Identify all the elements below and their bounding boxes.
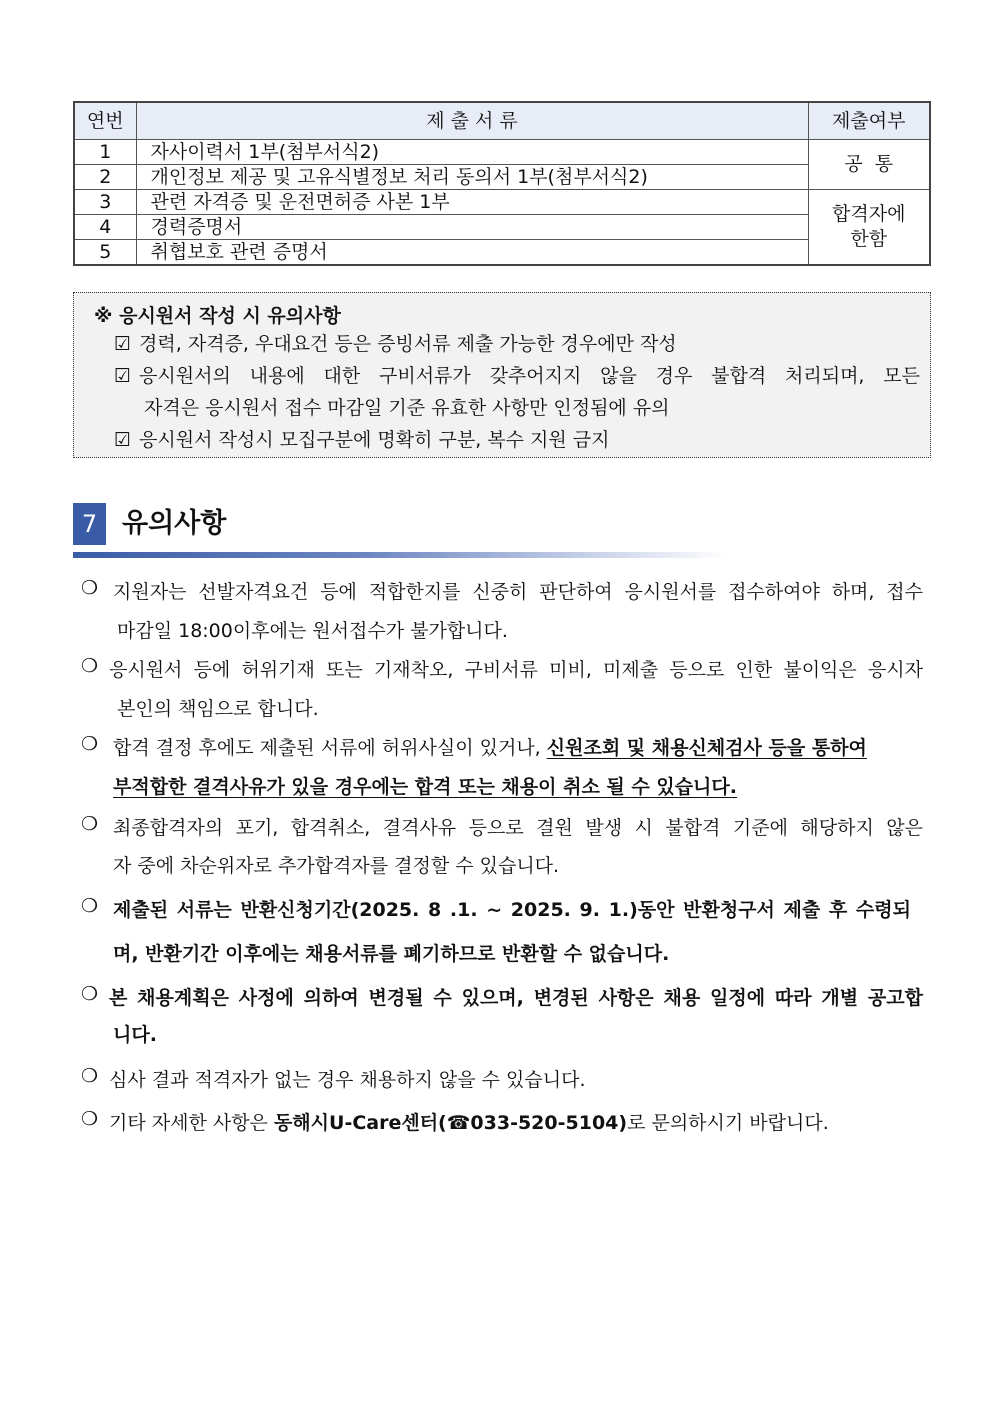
notice-item-text: 응시원서의 내용에 대한 구비서류가 갖추어지지 않을 경우 불합격 처리되며, 모든 <box>139 365 920 387</box>
note-item <box>81 1065 923 1095</box>
passers-only-cell <box>808 190 930 266</box>
documents-table <box>73 101 931 266</box>
table-row <box>74 190 930 215</box>
circle-bullet-icon: ❍ <box>81 813 99 835</box>
note-text-part: 기타 자세한 사항은 <box>109 1112 274 1134</box>
contact-info: 동해시U-Care센터(☎033-520-5104) <box>273 1112 628 1134</box>
header-no: 연번 <box>74 102 136 140</box>
notice-item-text: 경력, 자격증, 우대요건 등은 증빙서류 제출 가능한 경우에만 작성 <box>139 333 677 355</box>
common-cell: 공 통 <box>808 140 930 190</box>
note-item <box>81 655 923 725</box>
circle-bullet-icon: ❍ <box>81 1065 99 1087</box>
note-text: 제출된 서류는 반환신청기간(2025. 8 .1. ~ 2025. 9. 1.)동안 반환청구서 제출 후 수령되 <box>113 899 911 921</box>
notice-title: ※ 응시원서 작성 시 유의사항 <box>94 305 341 327</box>
note-text: 며, 반환기간 이후에는 채용서류를 폐기하므로 반환할 수 없습니다. <box>113 943 670 965</box>
note-item <box>81 983 923 1053</box>
row-document: 자사이력서 1부(첨부서식2) <box>136 140 808 165</box>
note-text: 자 중에 차순위자로 추가합격자를 결정할 수 있습니다. <box>113 855 560 877</box>
passers-line1: 합격자에 <box>832 203 906 225</box>
row-no: 4 <box>74 215 136 240</box>
note-item <box>81 577 923 647</box>
note-text: 본인의 책임으로 합니다. <box>117 698 319 720</box>
section-divider <box>73 552 728 558</box>
note-text: 본 채용계획은 사정에 의하여 변경될 수 있으며, 변경된 사항은 채용 일정에 따라 개별 공고합 <box>109 987 923 1009</box>
table-row <box>74 165 930 190</box>
notice-item <box>114 328 920 360</box>
note-item <box>81 895 911 975</box>
circle-bullet-icon: ❍ <box>81 577 99 599</box>
row-document: 취협보호 관련 증명서 <box>136 240 808 266</box>
header-submission: 제출여부 <box>808 102 930 140</box>
table-header-row <box>74 102 930 140</box>
note-text: 심사 결과 적격자가 없는 경우 채용하지 않을 수 있습니다. <box>109 1069 586 1091</box>
notice-item-text: 응시원서 작성시 모집구분에 명확히 구분, 복수 지원 금지 <box>139 429 610 451</box>
checkbox-icon: ☑ <box>114 429 132 451</box>
row-no: 1 <box>74 140 136 165</box>
row-no: 5 <box>74 240 136 266</box>
notice-item <box>114 360 920 392</box>
note-text: 응시원서 등에 허위기재 또는 기재착오, 구비서류 미비, 미제출 등으로 인한 불이익은 응시자 <box>109 659 923 681</box>
note-item <box>81 1108 923 1138</box>
note-text-part: 합격 결정 후에도 제출된 서류에 허위사실이 있거나, <box>113 737 547 759</box>
row-document: 관련 자격증 및 운전면허증 사본 1부 <box>136 190 808 215</box>
note-text: 마감일 18:00이후에는 원서접수가 불가합니다. <box>117 620 508 642</box>
note-text-emphasis: 신원조회 및 채용신체검사 등을 통하여 <box>546 737 867 759</box>
circle-bullet-icon: ❍ <box>81 983 99 1005</box>
note-text: 최종합격자의 포기, 합격취소, 결격사유 등으로 결원 발생 시 불합격 기준에 해당하지 않은 <box>113 817 923 839</box>
notice-item <box>114 424 920 456</box>
passers-line2: 한함 <box>850 228 888 250</box>
note-text <box>113 733 923 760</box>
section-number: 7 <box>73 503 106 545</box>
section-title: 유의사항 <box>122 508 227 539</box>
table-row <box>74 215 930 240</box>
note-text-emphasis: 부적합한 결격사유가 있을 경우에는 합격 또는 채용이 취소 될 수 있습니다. <box>113 776 737 798</box>
note-text: 니다. <box>113 1024 157 1046</box>
circle-bullet-icon: ❍ <box>81 1108 99 1130</box>
circle-bullet-icon: ❍ <box>81 655 99 677</box>
checkbox-icon: ☑ <box>114 365 132 387</box>
application-notice-box <box>73 292 931 458</box>
header-documents: 제 출 서 류 <box>136 102 808 140</box>
notice-item-continuation: 자격은 응시원서 접수 마감일 기준 유효한 사항만 인정됨에 유의 <box>144 397 670 419</box>
note-item <box>81 813 923 883</box>
row-document: 경력증명서 <box>136 215 808 240</box>
table-row <box>74 240 930 266</box>
note-item <box>81 733 923 803</box>
note-text: 지원자는 선발자격요건 등에 적합한지를 신중히 판단하여 응시원서를 접수하여야 하며, 접수 <box>113 581 923 603</box>
table-row <box>74 140 930 165</box>
circle-bullet-icon: ❍ <box>81 733 99 755</box>
note-text <box>109 1108 829 1135</box>
note-text-part: 로 문의하시기 바랍니다. <box>627 1112 829 1134</box>
row-no: 2 <box>74 165 136 190</box>
row-document: 개인정보 제공 및 고유식별정보 처리 동의서 1부(첨부서식2) <box>136 165 808 190</box>
circle-bullet-icon: ❍ <box>81 895 99 917</box>
row-no: 3 <box>74 190 136 215</box>
checkbox-icon: ☑ <box>114 333 132 355</box>
